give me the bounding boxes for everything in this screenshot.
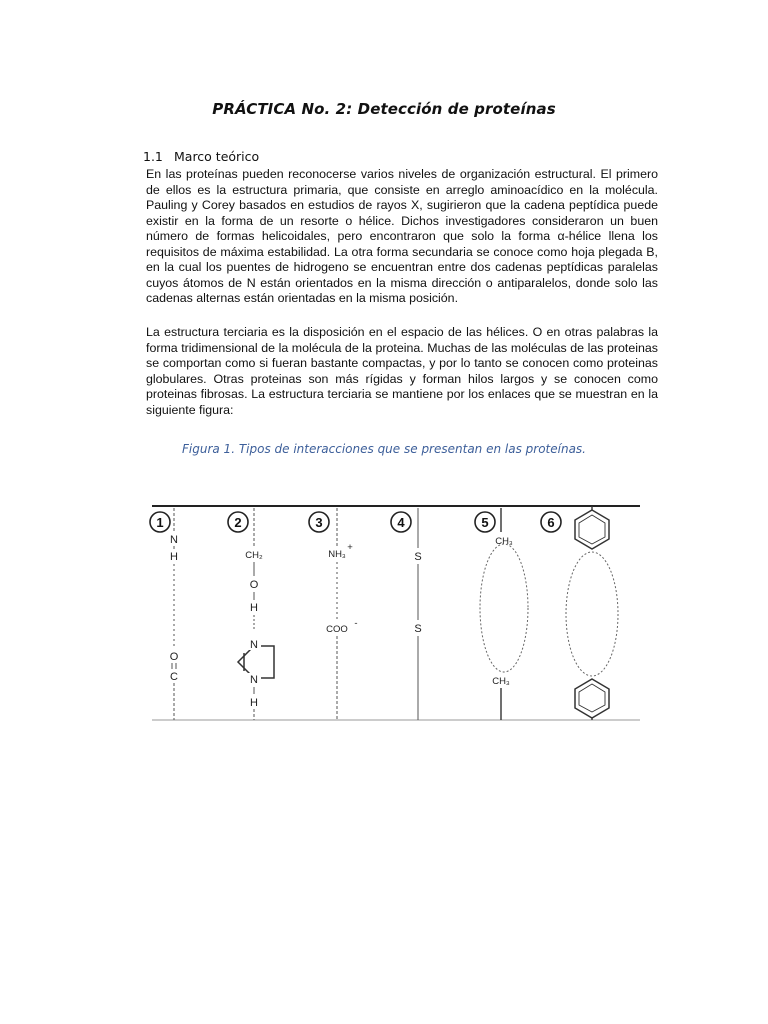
col3-nh3: NH₃ [328, 549, 346, 560]
badge-1-label: 1 [156, 515, 164, 530]
section-title: Marco teórico [174, 149, 260, 164]
col1-n: N [170, 534, 178, 546]
paragraph-1: En las proteínas pueden reconocerse varios niveles de organización estructural. El primero de ellos es la estructura primaria, que consiste en arreglo aminoacídico en la molécula. Pauling y Corey basados en estudios de rayos X, sugirieron que la cadena peptídica puede existir en la forma de un resorte o hélice. Dichos investigadores consideraron un buen número de formas helicoidales, pero encontraron que solo la forma α-hélice llena los requisitos de máxima estabilidad. La otra forma secundaria se conoce como hoja plegada B, en la cual los puentes de hidrogeno se encuentran entre dos cadenas peptídicas paralelas cuyos átomos de N están orientados en la misma dirección o antiparalelos, donde solo las cadenas alternas están orientadas en la misma posición. [146, 167, 658, 305]
col3-coo: COO [326, 624, 348, 635]
badge-5-label: 5 [481, 515, 489, 530]
col6-vdw-ellipse [566, 552, 618, 676]
interaction-ionic-bond [326, 508, 357, 720]
interaction-hydrophobic-methyl [480, 508, 528, 720]
badge-6 [541, 512, 561, 532]
col2-n-top: N [250, 639, 258, 651]
figure-caption: Figura 1. Tipos de interacciones que se presentan en las proteínas. [182, 442, 586, 456]
interaction-side-chain-hydrogen-bond [238, 508, 274, 720]
badge-2 [228, 512, 248, 532]
badge-4-label: 4 [397, 515, 405, 530]
paragraph-2: La estructura terciaria es la disposición en el espacio de las hélices. O en otras palabras la forma tridimensional de la molécula de la proteina. Muchas de las moléculas de las proteinas se comportan como si fueran bastante compactas, y por lo tanto se conocen como proteinas globulares. Otras proteinas son más rígidas y forman hilos largos y se conocen como proteinas fibrosas. La estructura terciaria se mantiene por los enlaces que se muestran en la siguiente figura: [146, 325, 658, 417]
badge-3 [309, 512, 329, 532]
col2-h: H [250, 602, 258, 614]
col2-o: O [249, 579, 259, 591]
col1-o: O [169, 651, 179, 663]
col3-minus: - [354, 618, 358, 629]
col5-vdw-ellipse [480, 544, 528, 672]
col5-ch3-top: CH₃ [495, 536, 513, 547]
badge-6-label: 6 [547, 515, 555, 530]
col2-ch2: CH₂ [245, 550, 263, 561]
badge-1 [150, 512, 170, 532]
interaction-aromatic-stacking [566, 506, 618, 720]
section-heading [143, 149, 259, 164]
col4-s-top: S [414, 551, 422, 563]
col5-ch3-bottom: CH₃ [492, 676, 510, 687]
col3-plus: + [347, 542, 353, 553]
col4-s-bottom: S [414, 623, 422, 635]
interactions-diagram [146, 498, 646, 724]
badge-4 [391, 512, 411, 532]
col1-h: H [170, 551, 178, 563]
col2-h-bottom: H [250, 697, 258, 709]
badge-2-label: 2 [234, 515, 242, 530]
section-number: 1.1 [143, 149, 163, 164]
badge-3-label: 3 [315, 515, 323, 530]
col2-n-bottom: N [250, 674, 258, 686]
badge-5 [475, 512, 495, 532]
page-title: PRÁCTICA No. 2: Detección de proteínas [212, 100, 556, 118]
col1-c: C [170, 671, 178, 683]
interaction-hydrogen-bond-backbone [170, 508, 179, 720]
interaction-disulfide-bridge [414, 508, 421, 720]
interactions-figure [146, 498, 646, 724]
benzene-ring-top [575, 510, 609, 549]
